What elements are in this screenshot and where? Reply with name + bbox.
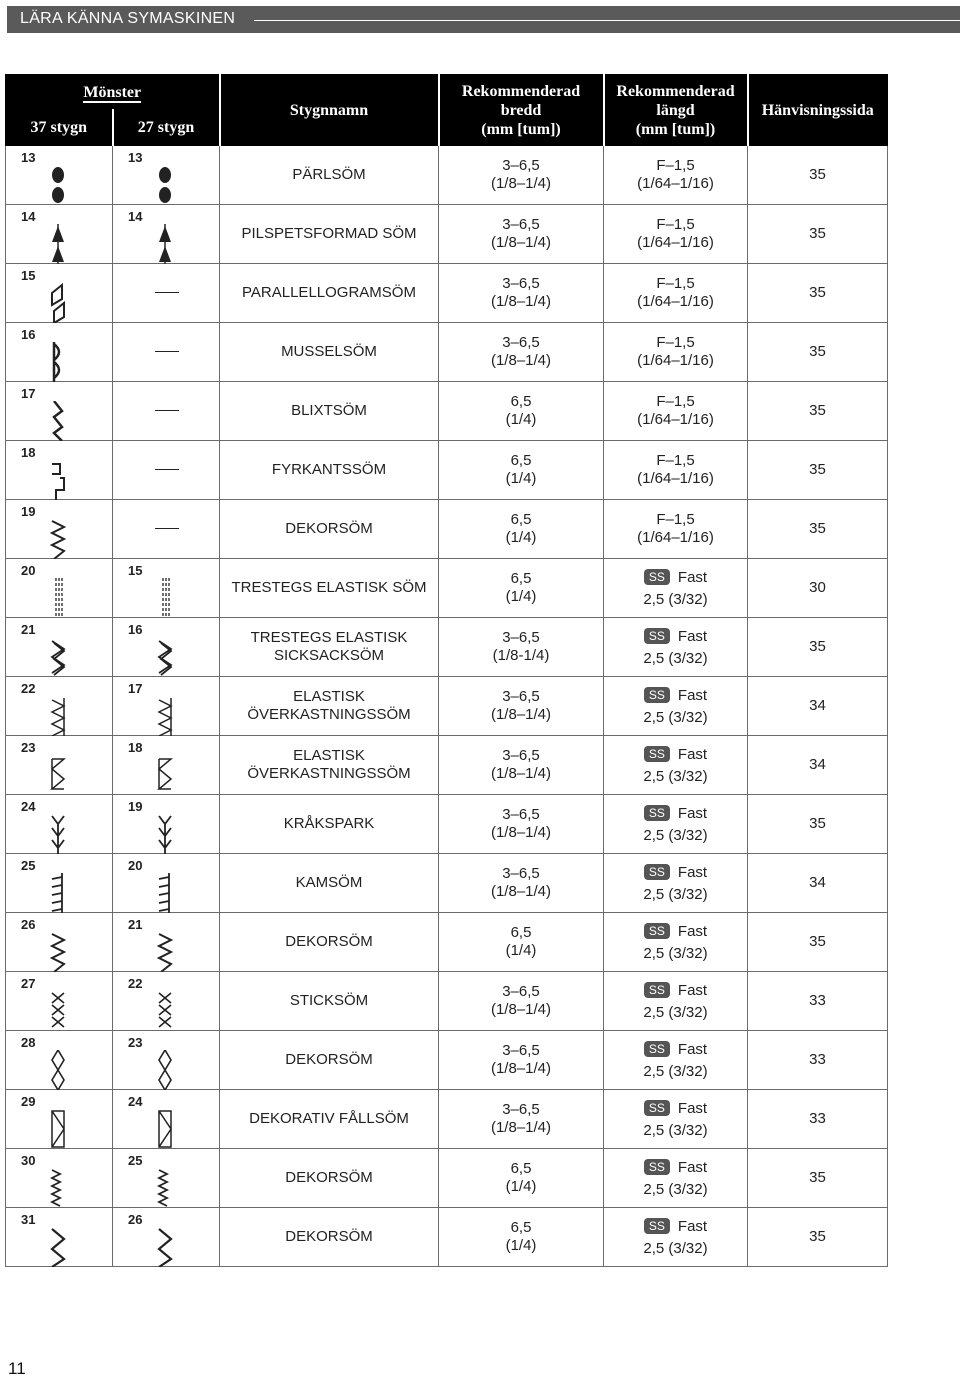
pattern-number: 18	[21, 445, 36, 460]
pattern-number: 19	[21, 504, 36, 519]
recommended-length: F–1,5 (1/64–1/16)	[604, 264, 748, 323]
pattern-27-cell	[113, 500, 220, 559]
width-header: Rekommenderad bredd (mm [tum])	[439, 75, 604, 146]
recommended-width: 3–6,5 (1/8–1/4)	[439, 205, 604, 264]
pattern-number: 16	[21, 327, 36, 342]
recommended-width: 6,5 (1/4)	[439, 1208, 604, 1267]
stitch-name: MUSSELSÖM	[220, 323, 439, 382]
recommended-length: SS Fast 2,5 (3/32)	[604, 854, 748, 913]
overcast-box-stitch-icon	[50, 755, 66, 795]
stitch-name: TRESTEGS ELASTISK SICKSACKSÖM	[220, 618, 439, 677]
col-37-stitches-header: 37 stygn	[6, 110, 113, 146]
decorative-stitch-icon	[157, 932, 173, 972]
stitch-name: DEKORSÖM	[220, 1208, 439, 1267]
pattern-number: 16	[128, 622, 143, 637]
stitch-name: PÄRLSÖM	[220, 146, 439, 205]
pattern-37-cell	[6, 441, 113, 500]
table-row	[6, 913, 888, 972]
page-number: 11	[8, 1359, 26, 1378]
length-header: Rekommenderad längd (mm [tum])	[604, 75, 748, 146]
recommended-width: 3–6,5 (1/8–1/4)	[439, 1031, 604, 1090]
pattern-37-cell	[6, 972, 113, 1031]
recommended-width: 3–6,5 (1/8-1/4)	[439, 618, 604, 677]
table-row	[6, 146, 888, 205]
pattern-number: 14	[21, 209, 36, 224]
recommended-length: SS Fast 2,5 (3/32)	[604, 559, 748, 618]
reference-page: 35	[748, 441, 888, 500]
stretch-zigzag-stitch-icon	[157, 637, 173, 677]
recommended-width: 6,5 (1/4)	[439, 913, 604, 972]
reference-page: 35	[748, 618, 888, 677]
pattern-number: 24	[128, 1094, 143, 1109]
pattern-27-cell	[113, 1031, 220, 1090]
reference-page: 35	[748, 1149, 888, 1208]
ss-badge: SS	[644, 628, 670, 644]
recommended-length: SS Fast 2,5 (3/32)	[604, 618, 748, 677]
table-row	[6, 618, 888, 677]
col-27-stitches-header: 27 stygn	[113, 110, 220, 146]
reference-page: 35	[748, 382, 888, 441]
not-available-dash	[155, 410, 179, 411]
pattern-number: 30	[21, 1153, 36, 1168]
pattern-27-cell	[113, 1090, 220, 1149]
stitch-name: KAMSÖM	[220, 854, 439, 913]
pattern-number: 20	[128, 858, 143, 873]
pattern-number: 29	[21, 1094, 36, 1109]
pattern-37-cell	[6, 559, 113, 618]
pattern-37-cell	[6, 677, 113, 736]
pattern-27-cell	[113, 441, 220, 500]
reference-page: 35	[748, 264, 888, 323]
ss-badge: SS	[644, 805, 670, 821]
recommended-width: 3–6,5 (1/8–1/4)	[439, 795, 604, 854]
pattern-number: 17	[128, 681, 143, 696]
ss-badge: SS	[644, 569, 670, 585]
stitch-name: PARALLELLOGRAMSÖM	[220, 264, 439, 323]
chevron-stitch-icon	[157, 1168, 173, 1208]
pattern-number: 22	[21, 681, 36, 696]
recommended-length: SS Fast 2,5 (3/32)	[604, 736, 748, 795]
reference-page: 34	[748, 736, 888, 795]
chevron-stitch-icon	[50, 1168, 66, 1208]
pattern-number: 26	[21, 917, 36, 932]
decorative-stitch-icon	[50, 932, 66, 972]
overcast-box-stitch-icon	[157, 755, 173, 795]
ss-badge: SS	[644, 864, 670, 880]
stitch-name: DEKORSÖM	[220, 913, 439, 972]
ss-badge: SS	[644, 1159, 670, 1175]
not-available-dash	[155, 351, 179, 352]
table-row	[6, 323, 888, 382]
pattern-27-cell	[113, 677, 220, 736]
pattern-number: 24	[21, 799, 36, 814]
recommended-width: 3–6,5 (1/8–1/4)	[439, 677, 604, 736]
section-header-bar	[7, 6, 960, 33]
table-row	[6, 795, 888, 854]
pattern-27-cell	[113, 854, 220, 913]
diamond-stitch-icon	[157, 1050, 173, 1090]
pattern-number: 21	[21, 622, 36, 637]
reference-page: 35	[748, 1208, 888, 1267]
pattern-number: 28	[21, 1035, 36, 1050]
recommended-length: F–1,5 (1/64–1/16)	[604, 500, 748, 559]
table-row	[6, 972, 888, 1031]
pattern-27-cell	[113, 264, 220, 323]
reference-page: 35	[748, 205, 888, 264]
table-row	[6, 736, 888, 795]
recommended-length: F–1,5 (1/64–1/16)	[604, 441, 748, 500]
ss-badge: SS	[644, 923, 670, 939]
reference-page: 34	[748, 854, 888, 913]
stitch-name: TRESTEGS ELASTISK SÖM	[220, 559, 439, 618]
pattern-37-cell	[6, 1208, 113, 1267]
table-row	[6, 500, 888, 559]
recommended-width: 3–6,5 (1/8–1/4)	[439, 854, 604, 913]
table-row	[6, 441, 888, 500]
recommended-width: 3–6,5 (1/8–1/4)	[439, 972, 604, 1031]
pattern-number: 23	[21, 740, 36, 755]
stitch-name: DEKORSÖM	[220, 1031, 439, 1090]
cross-stitch-icon	[50, 991, 66, 1031]
lightning-stitch-icon	[50, 401, 66, 441]
pattern-number: 31	[21, 1212, 36, 1227]
pattern-number: 19	[128, 799, 143, 814]
pattern-27-cell	[113, 559, 220, 618]
recommended-width: 6,5 (1/4)	[439, 500, 604, 559]
table-row	[6, 1090, 888, 1149]
satin-bead-stitch-icon	[157, 165, 173, 205]
stitch-name: ELASTISK ÖVERKASTNINGSSÖM	[220, 736, 439, 795]
reference-page: 34	[748, 677, 888, 736]
pattern-27-cell	[113, 736, 220, 795]
recommended-width: 6,5 (1/4)	[439, 382, 604, 441]
recommended-length: F–1,5 (1/64–1/16)	[604, 205, 748, 264]
pattern-37-cell	[6, 618, 113, 677]
pattern-27-cell	[113, 146, 220, 205]
pattern-27-cell	[113, 1149, 220, 1208]
pattern-37-cell	[6, 146, 113, 205]
pattern-number: 22	[128, 976, 143, 991]
table-row	[6, 264, 888, 323]
recommended-width: 6,5 (1/4)	[439, 441, 604, 500]
recommended-length: SS Fast 2,5 (3/32)	[604, 677, 748, 736]
recommended-length: SS Fast 2,5 (3/32)	[604, 1208, 748, 1267]
reference-page: 35	[748, 795, 888, 854]
zigzag-stitch-icon	[157, 1227, 173, 1267]
hem-stitch-icon	[157, 1109, 173, 1149]
pattern-37-cell	[6, 382, 113, 441]
reference-page: 33	[748, 1031, 888, 1090]
stitch-name: FYRKANTSSÖM	[220, 441, 439, 500]
not-available-dash	[155, 292, 179, 293]
ss-badge: SS	[644, 1100, 670, 1116]
recommended-width: 6,5 (1/4)	[439, 559, 604, 618]
stitch-name: ELASTISK ÖVERKASTNINGSSÖM	[220, 677, 439, 736]
table-row	[6, 1149, 888, 1208]
stitch-name: KRÅKSPARK	[220, 795, 439, 854]
table-row	[6, 1031, 888, 1090]
arrowhead-stitch-icon	[50, 224, 66, 264]
overcast-stitch-icon	[157, 696, 173, 736]
triple-stretch-stitch-icon	[50, 578, 66, 618]
comb-stitch-icon	[157, 873, 173, 913]
cross-stitch-icon	[157, 991, 173, 1031]
stitch-name: DEKORSÖM	[220, 500, 439, 559]
pattern-37-cell	[6, 205, 113, 264]
pattern-27-cell	[113, 1208, 220, 1267]
recommended-length: SS Fast 2,5 (3/32)	[604, 795, 748, 854]
pattern-number: 13	[128, 150, 143, 165]
table-row	[6, 382, 888, 441]
recommended-length: SS Fast 2,5 (3/32)	[604, 1090, 748, 1149]
reference-page-header: Hänvisningssida	[748, 75, 888, 146]
pattern-37-cell	[6, 1090, 113, 1149]
pattern-number: 14	[128, 209, 143, 224]
pattern-27-cell	[113, 382, 220, 441]
stitch-name: STICKSÖM	[220, 972, 439, 1031]
pattern-37-cell	[6, 264, 113, 323]
pattern-number: 27	[21, 976, 36, 991]
recommended-length: F–1,5 (1/64–1/16)	[604, 323, 748, 382]
table-row	[6, 205, 888, 264]
table-row	[6, 677, 888, 736]
reference-page: 35	[748, 913, 888, 972]
scallop-stitch-icon	[50, 342, 66, 382]
pattern-37-cell	[6, 736, 113, 795]
feather-stitch-icon	[157, 814, 173, 854]
stitch-name: DEKORATIV FÅLLSÖM	[220, 1090, 439, 1149]
ss-badge: SS	[644, 982, 670, 998]
pattern-37-cell	[6, 913, 113, 972]
reference-page: 30	[748, 559, 888, 618]
pattern-number: 15	[21, 268, 36, 283]
table-row	[6, 1208, 888, 1267]
decorative-stitch-icon	[50, 519, 66, 559]
square-stitch-icon	[50, 460, 66, 500]
pattern-number: 15	[128, 563, 143, 578]
ss-badge: SS	[644, 1218, 670, 1234]
recommended-length: F–1,5 (1/64–1/16)	[604, 146, 748, 205]
recommended-length: SS Fast 2,5 (3/32)	[604, 1149, 748, 1208]
not-available-dash	[155, 528, 179, 529]
pattern-27-cell	[113, 795, 220, 854]
pattern-number: 18	[128, 740, 143, 755]
feather-stitch-icon	[50, 814, 66, 854]
satin-bead-stitch-icon	[50, 165, 66, 205]
stitch-name: BLIXTSÖM	[220, 382, 439, 441]
pattern-number: 25	[21, 858, 36, 873]
recommended-length: SS Fast 2,5 (3/32)	[604, 913, 748, 972]
pattern-27-cell	[113, 913, 220, 972]
stretch-zigzag-stitch-icon	[50, 637, 66, 677]
parallelogram-stitch-icon	[50, 283, 66, 323]
ss-badge: SS	[644, 1041, 670, 1057]
pattern-27-cell	[113, 205, 220, 264]
recommended-width: 3–6,5 (1/8–1/4)	[439, 146, 604, 205]
pattern-number: 20	[21, 563, 36, 578]
overcast-stitch-icon	[50, 696, 66, 736]
pattern-27-cell	[113, 972, 220, 1031]
recommended-width: 3–6,5 (1/8–1/4)	[439, 264, 604, 323]
stitch-name: PILSPETSFORMAD SÖM	[220, 205, 439, 264]
arrowhead-stitch-icon	[157, 224, 173, 264]
pattern-27-cell	[113, 323, 220, 382]
zigzag-stitch-icon	[50, 1227, 66, 1267]
pattern-number: 23	[128, 1035, 143, 1050]
pattern-37-cell	[6, 854, 113, 913]
recommended-length: SS Fast 2,5 (3/32)	[604, 1031, 748, 1090]
pattern-37-cell	[6, 1031, 113, 1090]
pattern-number: 17	[21, 386, 36, 401]
table-row	[6, 854, 888, 913]
header-rule	[254, 20, 960, 21]
pattern-37-cell	[6, 795, 113, 854]
recommended-length: SS Fast 2,5 (3/32)	[604, 972, 748, 1031]
pattern-number: 13	[21, 150, 36, 165]
stitch-name-header: Stygnnamn	[220, 75, 439, 146]
not-available-dash	[155, 469, 179, 470]
recommended-width: 3–6,5 (1/8–1/4)	[439, 1090, 604, 1149]
reference-page: 35	[748, 500, 888, 559]
reference-page: 33	[748, 1090, 888, 1149]
table-row	[6, 559, 888, 618]
pattern-37-cell	[6, 500, 113, 559]
pattern-number: 25	[128, 1153, 143, 1168]
stitch-table	[5, 74, 888, 1267]
diamond-stitch-icon	[50, 1050, 66, 1090]
reference-page: 33	[748, 972, 888, 1031]
pattern-group-header: Mönster	[6, 75, 220, 110]
recommended-width: 3–6,5 (1/8–1/4)	[439, 323, 604, 382]
section-title: LÄRA KÄNNA SYMASKINEN	[20, 10, 236, 27]
triple-stretch-stitch-icon	[157, 578, 173, 618]
pattern-37-cell	[6, 1149, 113, 1208]
pattern-27-cell	[113, 618, 220, 677]
reference-page: 35	[748, 146, 888, 205]
recommended-width: 3–6,5 (1/8–1/4)	[439, 736, 604, 795]
ss-badge: SS	[644, 687, 670, 703]
hem-stitch-icon	[50, 1109, 66, 1149]
ss-badge: SS	[644, 746, 670, 762]
recommended-length: F–1,5 (1/64–1/16)	[604, 382, 748, 441]
stitch-name: DEKORSÖM	[220, 1149, 439, 1208]
recommended-width: 6,5 (1/4)	[439, 1149, 604, 1208]
comb-stitch-icon	[50, 873, 66, 913]
pattern-number: 21	[128, 917, 143, 932]
pattern-37-cell	[6, 323, 113, 382]
pattern-number: 26	[128, 1212, 143, 1227]
reference-page: 35	[748, 323, 888, 382]
